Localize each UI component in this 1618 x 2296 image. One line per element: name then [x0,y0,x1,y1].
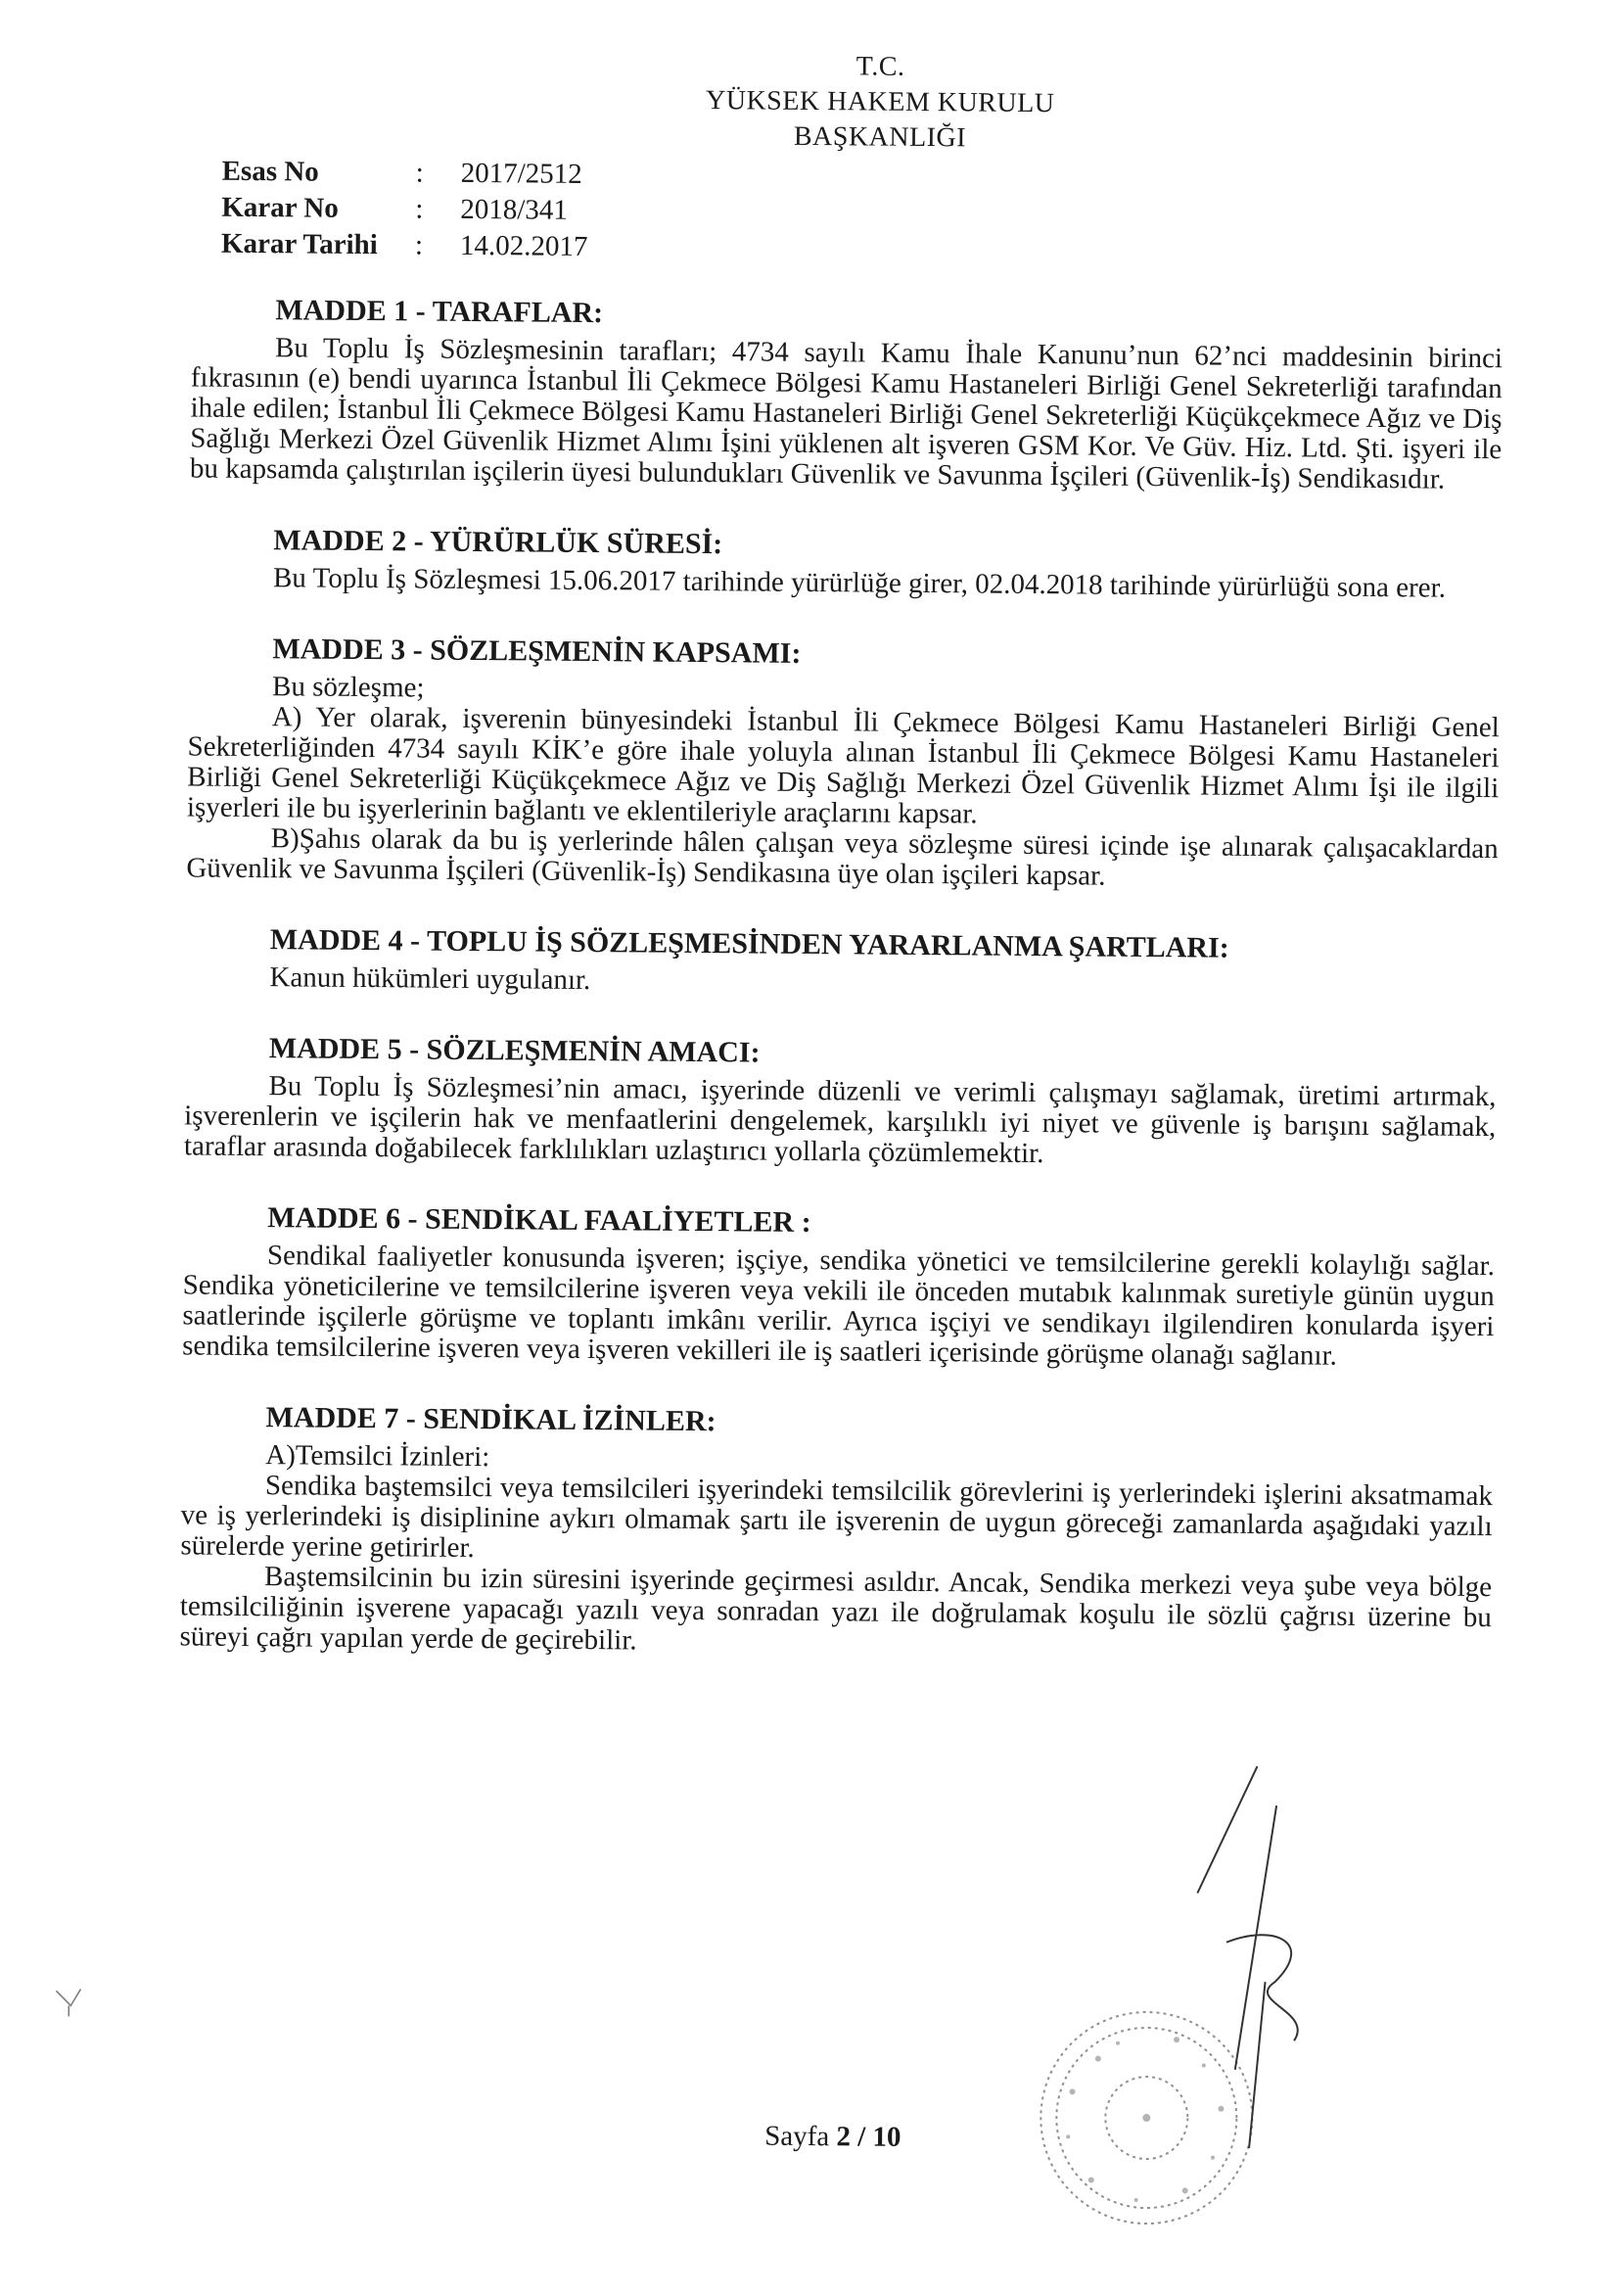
esas-label: Esas No [221,155,319,188]
esas-row [221,154,588,193]
margin-mark-icon [51,1981,90,2020]
article-paragraph: Sendikal faaliyetler konusunda işveren; işçiye, sendika yönetici ve temsilcilerine gerekli kolaylığı sağlar. Sendika yöneticilerine ve temsilcilerine işveren veya vekili ile önceden mutabık kalınmak suretiyle günün uygun saatlerinde işçilerle görüşme ve toplantı imkânı verilir. Ayrıca işçiyi ve sendikayı ilgilendiren konularda işyeri sendika temsilcilerine işveren veya işveren vekilleri ile iş saatleri içerisinde görüşme olanağı sağlanır. [182,1240,1496,1372]
header-department: BAŞKANLIĞI [793,120,967,154]
page-current: 2 [836,2121,852,2153]
article-paragraph: Kanun hükümleri uygulanır. [269,961,591,997]
article-paragraph: Bu Toplu İş Sözleşmesinin tarafları; 4734 sayılı Kamu İhale Kanunu’nun 62’nci maddesinin birinci fıkrasının (e) bendi uyarınca İstanbul İli Çekmece Bölgesi Kamu Hastaneleri Birliği Genel Sekreterliği tarafından ihale edilen; İstanbul İli Çekmece Bölgesi Kamu Hastaneleri Birliği Genel Sekreterliği Küçükçekmece Ağız ve Diş Sağlığı Merkezi Özel Güvenlik Hizmet Alımı İşini yüklenen alt işveren GSM Kor. Ve Güv. Hiz. Ltd. Şti. işyeri ile bu kapsamda çalıştırılan işçilerin üyesi bulundukları Güvenlik ve Savunma İşçileri (Güvenlik-İş) Sendikasıdır. [189,332,1503,495]
article-title: MADDE 2 - YÜRÜRLÜK SÜRESİ: [273,524,723,561]
article-paragraph: Baştemsilcinin bu izin süresini işyerinde geçirmesi asıldır. Ancak, Sendika merkezi veya şube veya bölge temsilciliğinin işverene yapacağı yazılı veya sonradan yazı ile doğrulamak koşulu ile sözlü çağrısı üzerine bu süreyi çağrı yapılan yerde de geçirebilir. [179,1561,1493,1657]
tarih-label: Karar Tarihi [220,227,378,261]
page-separator: / [857,2121,866,2153]
tarih-value: 14.02.2017 [459,229,588,262]
article-paragraph: Sendika baştemsilci veya temsilcileri işyerindeki temsilcilik görevlerini iş yerlerindeki işlerini aksatmamak ve iş yerlerindeki iş disiplinine aykırı olmamak şartı ile işverenin de uygun göreceği zamanlarda aşağıdaki yazılı sürelerde yerine getirirler. [180,1470,1494,1565]
karar-row [221,190,588,229]
article-2 [189,523,1502,604]
article-4 [185,922,1498,1004]
karar-colon: : [415,193,424,225]
article-6 [182,1200,1495,1373]
article-title: MADDE 3 - SÖZLEŞMENİN KAPSAMI: [272,633,802,670]
case-meta [221,154,588,265]
article-paragraph: Bu Toplu İş Sözleşmesi 15.06.2017 tarihinde yürürlüğe girer, 02.04.2018 tarihinde yürürlüğü sona erer. [272,562,1447,604]
article-title: MADDE 1 - TARAFLAR: [275,294,604,330]
signature-icon [1156,1746,1356,2159]
article-paragraph: A) Yer olarak, işverenin bünyesindeki İstanbul İli Çekmece Bölgesi Kamu Hastaneleri Birliği Genel Sekreterliğinden 4734 sayılı KİK’e göre ihale yoluyla alınan İstanbul İli Çekmece Bölgesi Kamu Hastaneleri Birliği Genel Sekreterliği Küçükçekmece Ağız ve Diş Sağlığı Merkezi Özel Güvenlik Hizmet Alımı İşi ile ilgili işyerleri ile bu işyerlerinin bağlantı ve eklentileriyle araçlarını kapsar. [186,701,1500,830]
header-institution: YÜKSEK HAKEM KURULU [705,85,1055,119]
article-paragraph: Bu Toplu İş Sözleşmesi’nin amacı, işyerinde düzenli ve verimli çalışmayı sağlamak, üretimi artırmak, işverenlerin ve işçilerin hak ve menfaatlerini dengelemek, karşılıklı iyi niyet ve güvenle iş barışını sağlamak, taraflar arasında doğabilecek farklılıkları uzlaştırıcı yollarla çözümlemektir. [183,1070,1497,1170]
tarih-colon: : [414,229,424,261]
article-7 [179,1400,1493,1663]
article-title: MADDE 4 - TOPLU İŞ SÖZLEŞMESİNDEN YARARLANMA ŞARTLARI: [269,923,1229,964]
esas-value: 2017/2512 [460,157,582,190]
page-total: 10 [872,2121,901,2153]
article-3 [186,632,1500,895]
article-title: MADDE 6 - SENDİKAL FAALİYETLER : [267,1201,811,1240]
document-header [606,47,1155,158]
article-paragraph: A)Temsilci İzinleri: [265,1439,490,1474]
karar-label: Karar No [221,191,339,224]
karar-value: 2018/341 [460,193,569,226]
header-tc: T.C. [855,51,905,82]
article-paragraph: Bu sözleşme; [271,671,425,704]
page-label: Sayfa [764,2120,830,2153]
article-title: MADDE 7 - SENDİKAL İZİNLER: [265,1401,717,1438]
article-1 [190,293,1503,495]
page-footer [764,2121,901,2154]
esas-colon: : [415,157,424,189]
document-body [179,293,1502,1703]
tarih-row [221,226,588,265]
article-paragraph: B)Şahıs olarak da bu iş yerlerinde hâlen çalışan veya sözleşme süresi içinde işe alınarak çalışacaklardan Güvenlik ve Savunma İşçileri (Güvenlik-İş) Sendikasına üye olan işçileri kapsar. [186,822,1499,892]
article-5 [184,1031,1497,1173]
article-title: MADDE 5 - SÖZLEŞMENİN AMACI: [268,1032,761,1069]
